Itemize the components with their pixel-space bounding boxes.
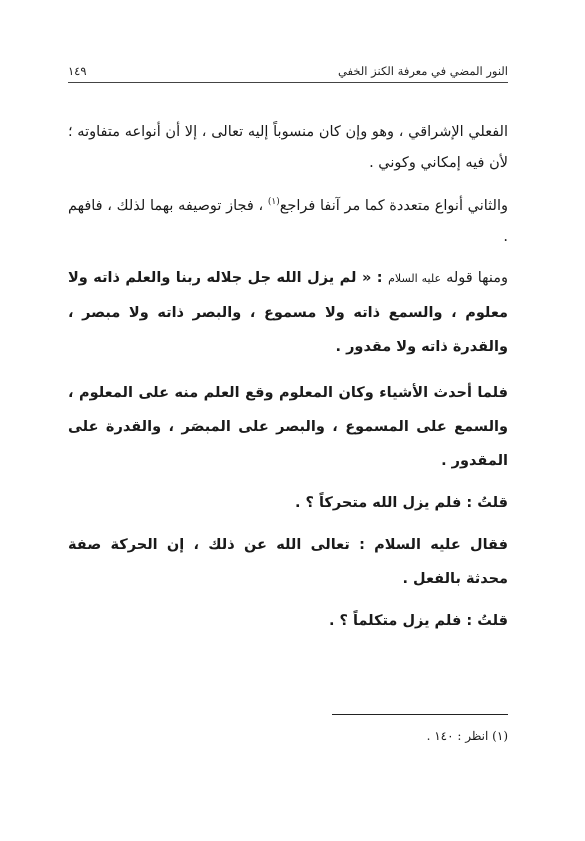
honorific-glyph: عليه السلام — [388, 271, 442, 285]
paragraph-question-speech: قلتُ : فلم يزل متكلماً ؟ . — [328, 612, 508, 629]
hadith-quote: : « لم يزل الله جل جلاله ربنا والعلم ذاته ولا معلوم ، والسمع ذاته ولا مسموع ، والبصر ذاته ولا مبصر ، والقدرة ذاته ولا مقدور . — [68, 269, 508, 355]
running-header — [68, 60, 508, 82]
footnote-area — [68, 714, 508, 743]
paragraph-answer-motion: فقال عليه السلام : تعالى الله عن ذلك ، إن الحركة صفة محدثة بالفعل . — [68, 536, 508, 587]
paragraph-second-kind — [68, 187, 508, 253]
paragraph-creation: فلما أحدث الأشياء وكان المعلوم وقع العلم منه على المعلوم ، والسمع على المسموع ، والبصر على المبصَر ، والقدرة على المقدور . — [68, 384, 508, 469]
paragraph-continuation: الفعلي الإشراقي ، وهو وإن كان منسوباً إليه تعالى ، إلا أن أنواعه متفاوته ؛ لأن فيه إمكاني وكوني . — [68, 124, 508, 171]
paragraph-question-motion: قلتُ : فلم يزل الله متحركاً ؟ . — [294, 494, 508, 511]
intro-text: ومنها قوله — [441, 269, 508, 286]
paragraph-text: ، فجاز توصيفه بهما لذلك ، فافهم . — [68, 197, 508, 245]
footnote-rule — [332, 714, 508, 715]
paragraph-hadith-intro — [68, 261, 508, 364]
footnote-reference: (١) — [267, 197, 280, 207]
header-rule — [68, 82, 508, 83]
body-text — [68, 117, 508, 638]
paragraph-text: والثاني أنواع متعددة كما مر آنفا فراجع — [279, 197, 508, 214]
book-page — [68, 60, 508, 800]
page-number: ١٤٩ — [68, 64, 87, 78]
running-title: النور المضي في معرفة الكنز الخفي — [337, 64, 508, 78]
footnote: (١) انظر : ١٤٠ . — [426, 729, 508, 743]
